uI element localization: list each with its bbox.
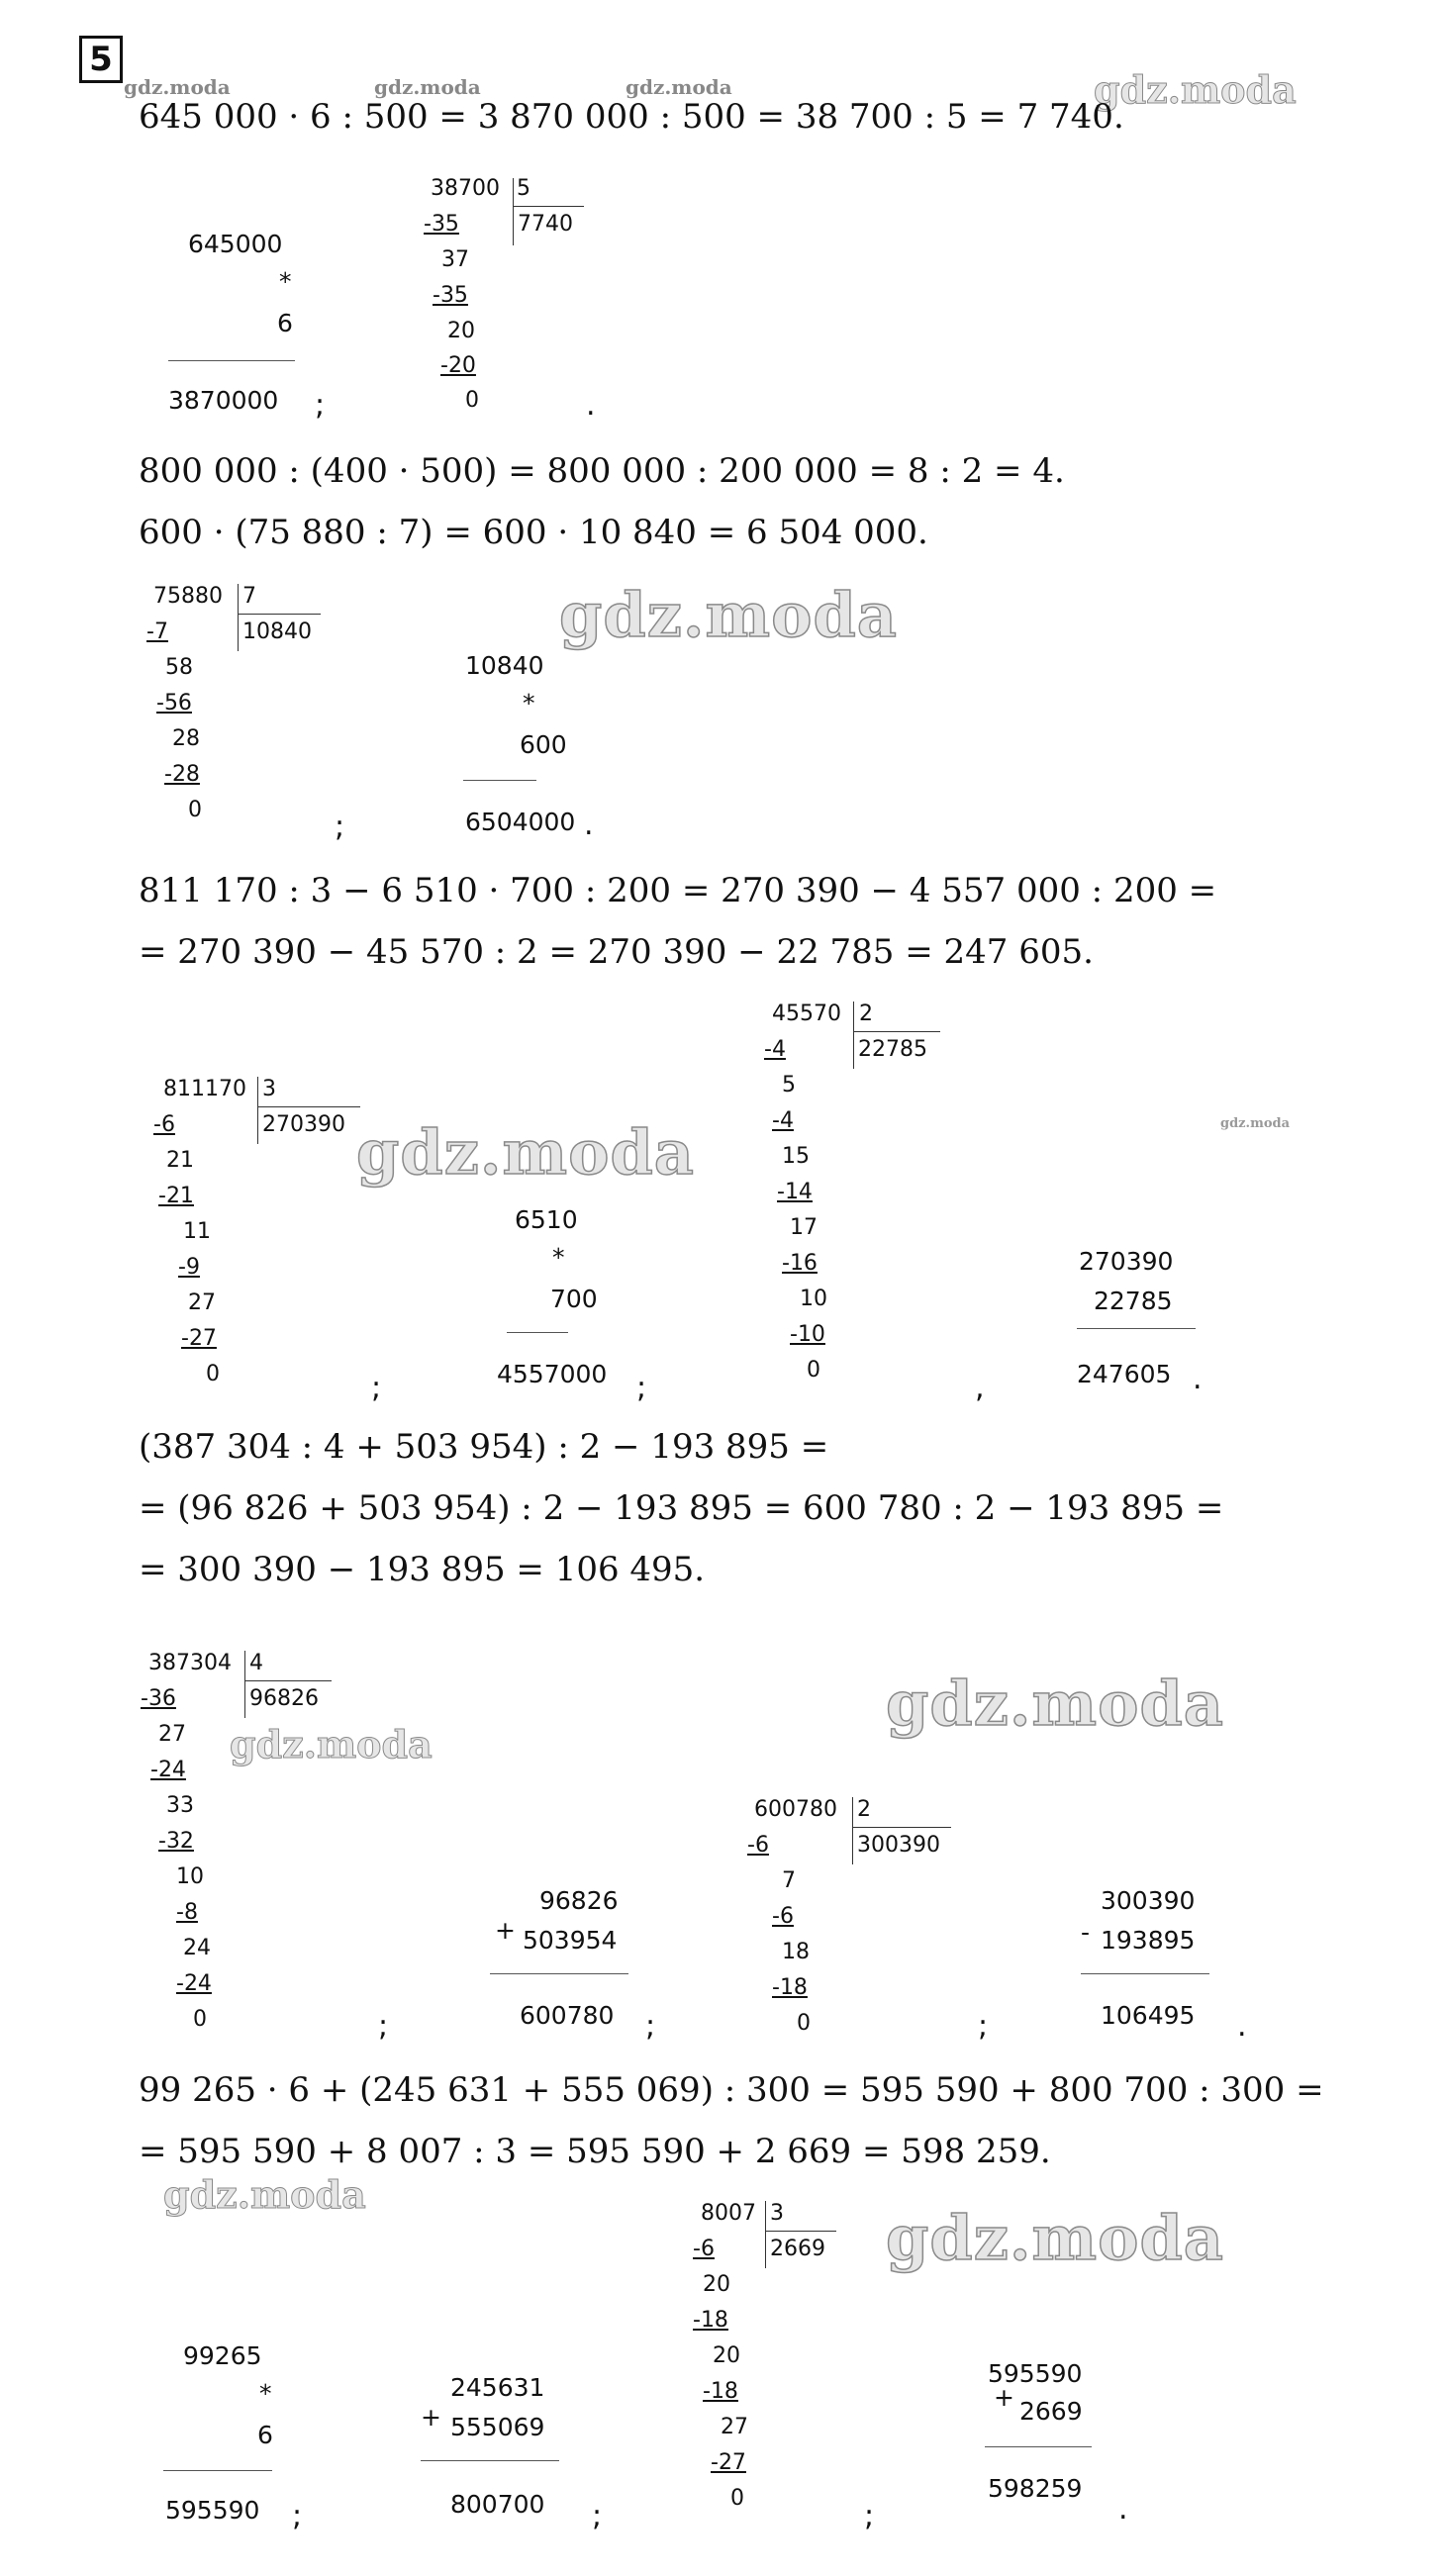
division-dividend: 45570 <box>772 1002 841 1026</box>
division-step: -8 <box>176 1900 198 1925</box>
mul-result: 4557000 <box>497 1360 608 1388</box>
add-operand: 555069 <box>450 2413 545 2441</box>
division-quotient: 2669 <box>770 2237 825 2261</box>
add-operand: 503954 <box>523 1926 618 1955</box>
add-operator: + <box>994 2383 1014 2412</box>
sum-line <box>1077 1328 1196 1329</box>
division-step: 0 <box>730 2486 744 2511</box>
mul-operand: 99265 <box>183 2341 262 2370</box>
division-step: -6 <box>153 1112 175 1137</box>
division-step: -6 <box>693 2237 715 2261</box>
separator: ; <box>592 2499 603 2533</box>
add-operand: 96826 <box>539 1886 619 1915</box>
equation-line: 600 · (75 880 : 7) = 600 · 10 840 = 6 504 000. <box>139 513 928 552</box>
mul-operator: * <box>279 267 292 296</box>
division-step: -18 <box>772 1975 808 2000</box>
division-step: -32 <box>158 1829 194 1854</box>
division-step: 0 <box>807 1358 820 1383</box>
division-step: -35 <box>424 212 459 237</box>
division-dividend: 811170 <box>163 1077 246 1101</box>
sum-line <box>163 2470 272 2471</box>
separator: ; <box>645 2009 656 2044</box>
division-step: -56 <box>156 691 192 716</box>
add-operator: + <box>421 2403 441 2432</box>
division-step: 17 <box>790 1215 818 1240</box>
sub-result: 106495 <box>1101 2001 1196 2030</box>
sum-line <box>507 1332 568 1333</box>
division-divisor: 4 <box>249 1651 263 1675</box>
mul-operand: 6 <box>277 309 293 337</box>
division-step: 20 <box>703 2272 730 2297</box>
division-step: 18 <box>782 1940 810 1964</box>
mul-result: 595590 <box>165 2496 260 2525</box>
sub-operand: 300390 <box>1101 1886 1196 1915</box>
division-step: 28 <box>172 726 200 751</box>
add-operand: 595590 <box>988 2359 1083 2388</box>
watermark: gdz.moda <box>230 1722 433 1766</box>
add-result: 600780 <box>520 2001 615 2030</box>
watermark: gdz.moda <box>374 75 481 99</box>
division-bar <box>853 1031 940 1032</box>
separator: . <box>584 808 594 842</box>
division-bar <box>765 2201 766 2268</box>
division-quotient: 96826 <box>249 1686 319 1711</box>
watermark: gdz.moda <box>356 1116 695 1189</box>
division-dividend: 75880 <box>153 584 223 609</box>
division-step: -16 <box>782 1251 818 1276</box>
mul-operator: * <box>259 2379 272 2408</box>
add-operand: 2669 <box>1019 2397 1083 2426</box>
equation-line: 645 000 · 6 : 500 = 3 870 000 : 500 = 38 700 : 5 = 7 740. <box>139 97 1124 137</box>
equation-line: (387 304 : 4 + 503 954) : 2 − 193 895 = <box>139 1427 829 1467</box>
division-step: 0 <box>193 2007 207 2032</box>
division-bar <box>852 1827 951 1828</box>
division-step: -4 <box>764 1037 786 1062</box>
division-bar <box>853 1002 854 1069</box>
division-step: 0 <box>206 1362 220 1386</box>
division-bar <box>852 1797 853 1864</box>
equation-line: = 300 390 − 193 895 = 106 495. <box>139 1550 706 1589</box>
division-divisor: 3 <box>262 1077 276 1101</box>
separator: ; <box>315 388 326 423</box>
division-step: -6 <box>747 1833 769 1858</box>
division-step: 11 <box>183 1219 211 1244</box>
watermark: gdz.moda <box>1220 1116 1291 1131</box>
division-quotient: 300390 <box>857 1833 940 1858</box>
division-dividend: 8007 <box>701 2201 756 2226</box>
division-quotient: 22785 <box>858 1037 927 1062</box>
division-divisor: 2 <box>857 1797 871 1822</box>
division-step: 5 <box>782 1073 796 1097</box>
add-result: 598259 <box>988 2474 1083 2503</box>
mul-operator: * <box>552 1243 565 1272</box>
separator: ; <box>378 2009 389 2044</box>
division-step: -18 <box>703 2379 738 2404</box>
division-quotient: 7740 <box>518 212 573 237</box>
division-step: 33 <box>166 1793 194 1818</box>
division-step: 10 <box>800 1287 827 1311</box>
division-step: -28 <box>164 762 200 787</box>
mul-operand: 700 <box>550 1285 598 1313</box>
division-step: 20 <box>447 319 475 343</box>
division-step: -27 <box>711 2450 746 2475</box>
mul-operand: 6 <box>257 2421 273 2449</box>
mul-operand: 645000 <box>188 230 283 258</box>
division-step: -21 <box>158 1184 194 1208</box>
division-divisor: 3 <box>770 2201 784 2226</box>
mul-operand: 10840 <box>465 651 544 680</box>
division-divisor: 7 <box>242 584 256 609</box>
separator: ; <box>335 810 345 844</box>
division-bar <box>513 206 584 207</box>
separator: ; <box>864 2499 875 2533</box>
division-step: 27 <box>158 1722 186 1747</box>
division-step: 0 <box>797 2011 811 2036</box>
division-step: 58 <box>165 655 193 680</box>
equation-line: 800 000 : (400 · 500) = 800 000 : 200 000 = 8 : 2 = 4. <box>139 451 1065 491</box>
division-step: 10 <box>176 1864 204 1889</box>
division-step: -10 <box>790 1322 825 1347</box>
watermark: gdz.moda <box>626 75 732 99</box>
division-step: 27 <box>188 1290 216 1315</box>
separator: ; <box>978 2009 989 2044</box>
sub-operand: 193895 <box>1101 1926 1196 1955</box>
separator: ; <box>292 2499 303 2533</box>
division-step: -27 <box>181 1326 217 1351</box>
division-step: 15 <box>782 1144 810 1169</box>
sum-line <box>490 1973 628 1974</box>
division-divisor: 2 <box>859 1002 873 1026</box>
equation-line: = 595 590 + 8 007 : 3 = 595 590 + 2 669 = 598 259. <box>139 2132 1051 2171</box>
division-step: -9 <box>178 1255 200 1280</box>
watermark: gdz.moda <box>163 2172 366 2217</box>
division-step: -36 <box>141 1686 176 1711</box>
task-number-badge: 5 <box>79 36 123 83</box>
division-bar <box>238 614 321 615</box>
division-quotient: 10840 <box>242 620 312 644</box>
sub-operand: 270390 <box>1079 1247 1174 1276</box>
division-divisor: 5 <box>517 176 530 201</box>
division-step: 0 <box>465 388 479 413</box>
separator: . <box>1118 2492 1128 2527</box>
division-step: 21 <box>166 1148 194 1173</box>
add-result: 800700 <box>450 2490 545 2519</box>
sum-line <box>463 780 536 781</box>
equation-line: 99 265 · 6 + (245 631 + 555 069) : 300 = 595 590 + 800 700 : 300 = <box>139 2070 1324 2110</box>
equation-line: 811 170 : 3 − 6 510 · 700 : 200 = 270 390 − 4 557 000 : 200 = <box>139 871 1217 910</box>
division-step: 24 <box>183 1936 211 1960</box>
division-step: -7 <box>146 620 168 644</box>
separator: ; <box>371 1371 382 1405</box>
division-step: -24 <box>150 1758 186 1782</box>
division-step: -4 <box>772 1108 794 1133</box>
division-bar <box>257 1077 258 1144</box>
division-step: -14 <box>777 1180 813 1204</box>
watermark: gdz.moda <box>559 579 898 651</box>
division-step: 20 <box>713 2343 740 2368</box>
sub-operator: - <box>1081 1918 1091 1947</box>
mul-operator: * <box>523 689 535 717</box>
mul-result: 6504000 <box>465 808 576 836</box>
division-bar <box>765 2231 836 2232</box>
sum-line <box>168 360 295 361</box>
sum-line <box>421 2460 559 2461</box>
division-quotient: 270390 <box>262 1112 345 1137</box>
watermark: gdz.moda <box>886 2202 1224 2274</box>
division-bar <box>244 1680 332 1681</box>
division-dividend: 38700 <box>431 176 500 201</box>
division-step: -35 <box>433 283 468 308</box>
division-step: -6 <box>772 1904 794 1929</box>
division-bar <box>238 584 239 651</box>
sum-line <box>1081 1973 1209 1974</box>
sub-result: 247605 <box>1077 1360 1172 1388</box>
add-operand: 245631 <box>450 2373 545 2402</box>
equation-line: = (96 826 + 503 954) : 2 − 193 895 = 600 780 : 2 − 193 895 = <box>139 1488 1224 1528</box>
division-step: 27 <box>721 2415 748 2439</box>
division-step: 0 <box>188 798 202 822</box>
mul-operand: 6510 <box>515 1205 578 1234</box>
sum-line <box>985 2446 1092 2447</box>
division-bar <box>257 1106 360 1107</box>
separator: , <box>975 1371 985 1405</box>
separator: . <box>586 388 596 423</box>
division-step: -20 <box>440 353 476 378</box>
division-step: -24 <box>176 1971 212 1996</box>
watermark: gdz.moda <box>1094 67 1297 112</box>
mul-result: 3870000 <box>168 386 279 415</box>
watermark: gdz.moda <box>886 1668 1224 1740</box>
division-bar <box>513 178 514 245</box>
division-bar <box>244 1651 245 1718</box>
separator: . <box>1237 2009 1247 2044</box>
equation-line: = 270 390 − 45 570 : 2 = 270 390 − 22 785 = 247 605. <box>139 932 1094 972</box>
division-step: 7 <box>782 1868 796 1893</box>
division-dividend: 600780 <box>754 1797 837 1822</box>
mul-operand: 600 <box>520 730 567 759</box>
separator: . <box>1193 1362 1203 1396</box>
division-dividend: 387304 <box>148 1651 232 1675</box>
division-step: -18 <box>693 2308 728 2333</box>
watermark: gdz.moda <box>124 75 231 99</box>
division-step: 37 <box>441 247 469 272</box>
separator: ; <box>636 1371 647 1405</box>
add-operator: + <box>495 1916 516 1945</box>
sub-operand: 22785 <box>1094 1287 1173 1315</box>
